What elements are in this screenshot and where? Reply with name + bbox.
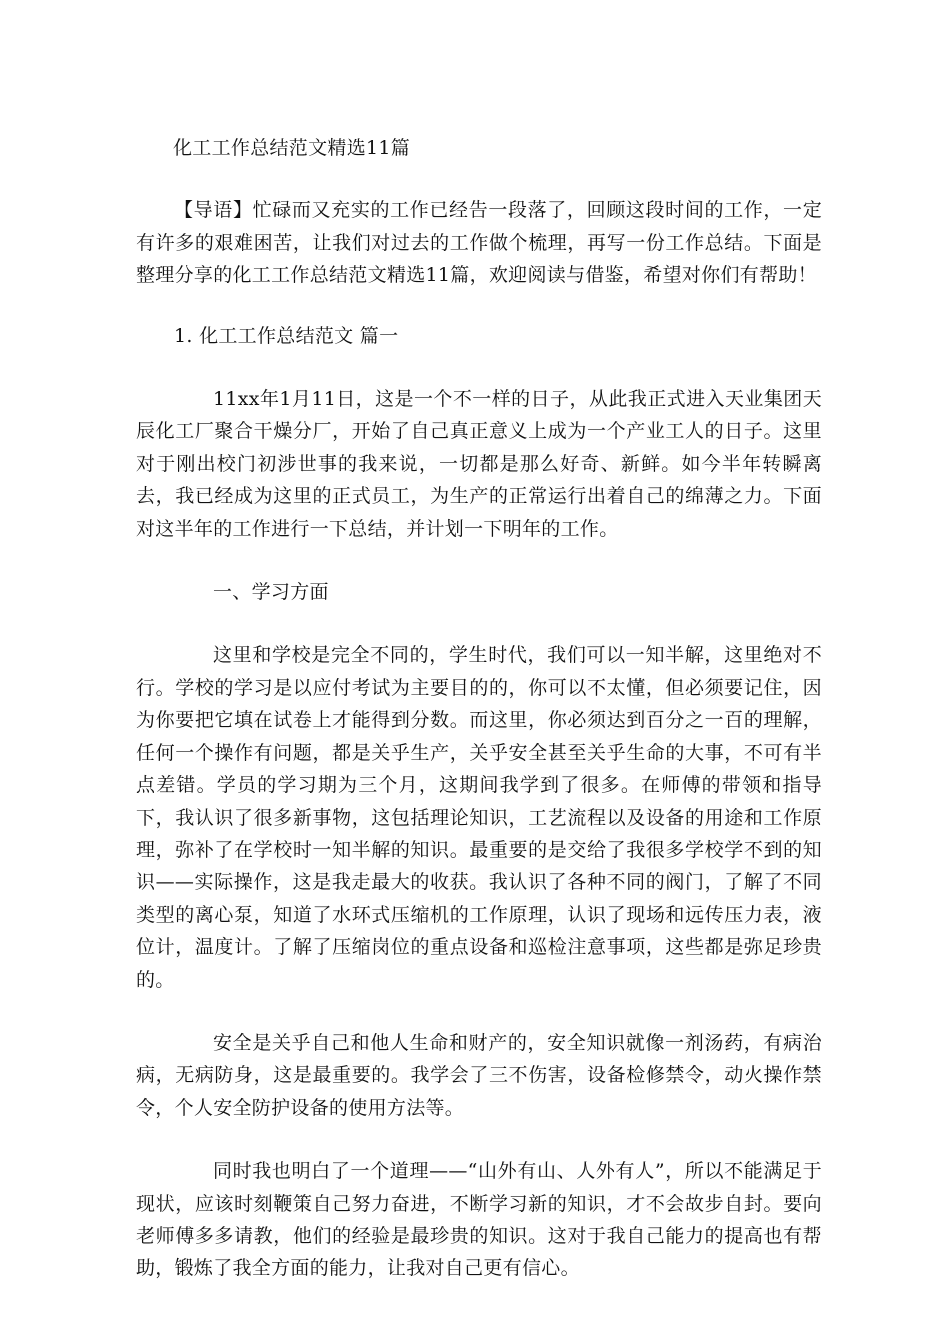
body-paragraph-2: 这里和学校是完全不同的，学生时代，我们可以一知半解，这里绝对不行。学校的学习是以应付考试为主要目的的，你可以不太懂，但必须要记住，因为你要把它填在试卷上才能得到分数。而这里，你必须达到百分之一百的理解，任何一个操作有问题，都是关乎生产，关乎安全甚至关乎生命的大事，不可有半点差错。学员的学习期为三个月，这期间我学到了很多。在师傅的带领和指导下，我认识了很多新事物，这包括理论知识，工艺流程以及设备的用途和工作原理，弥补了在学校时一知半解的知识。最重要的是交给了我很多学校学不到的知识——实际操作，这是我走最大的收获。我认识了各种不同的阀门，了解了不同类型的离心泵，知道了水环式压缩机的工作原理，认识了现场和远传压力表，液位计，温度计。了解了压缩岗位的重点设备和巡检注意事项，这些都是弥足珍贵的。	[136, 644, 822, 991]
intro-paragraph: 【导语】忙碌而又充实的工作已经告一段落了，回顾这段时间的工作，一定有许多的艰难困苦，让我们对过去的工作做个梳理，再写一份工作总结。下面是整理分享的化工工作总结范文精选11篇，欢迎阅读与借鉴，希望对你们有帮助！	[136, 199, 822, 287]
document-title: 化工工作总结范文精选11篇	[173, 137, 411, 159]
body-paragraph-4: 同时我也明白了一个道理——“山外有山、人外有人”，所以不能满足于现状，应该时刻鞭策自己努力奋进，不断学习新的知识，才不会故步自封。要向老师傅多多请教，他们的经验是最珍贵的知识。这对于我自己能力的提高也有帮助，锻炼了我全方面的能力，让我对自己更有信心。	[136, 1160, 822, 1280]
body-paragraph-1: 11xx年1月11日，这是一个不一样的日子，从此我正式进入天业集团天辰化工厂聚合干燥分厂，开始了自己真正意义上成为一个产业工人的日子。这里对于刚出校门初涉世事的我来说，一切都是那么好奇、新鲜。如今半年转瞬离去，我已经成为这里的正式员工，为生产的正常运行出着自己的绵薄之力。下面对这半年的工作进行一下总结，并计划一下明年的工作。	[136, 388, 822, 540]
section-title: 1. 化工工作总结范文 篇一	[174, 324, 399, 347]
body-paragraph-3: 安全是关乎自己和他人生命和财产的，安全知识就像一剂汤药，有病治病，无病防身，这是最重要的。我学会了三不伤害，设备检修禁令，动火操作禁令，个人安全防护设备的使用方法等。	[136, 1031, 822, 1119]
document-body	[136, 132, 822, 1285]
subheading-study: 一、学习方面	[213, 581, 329, 604]
